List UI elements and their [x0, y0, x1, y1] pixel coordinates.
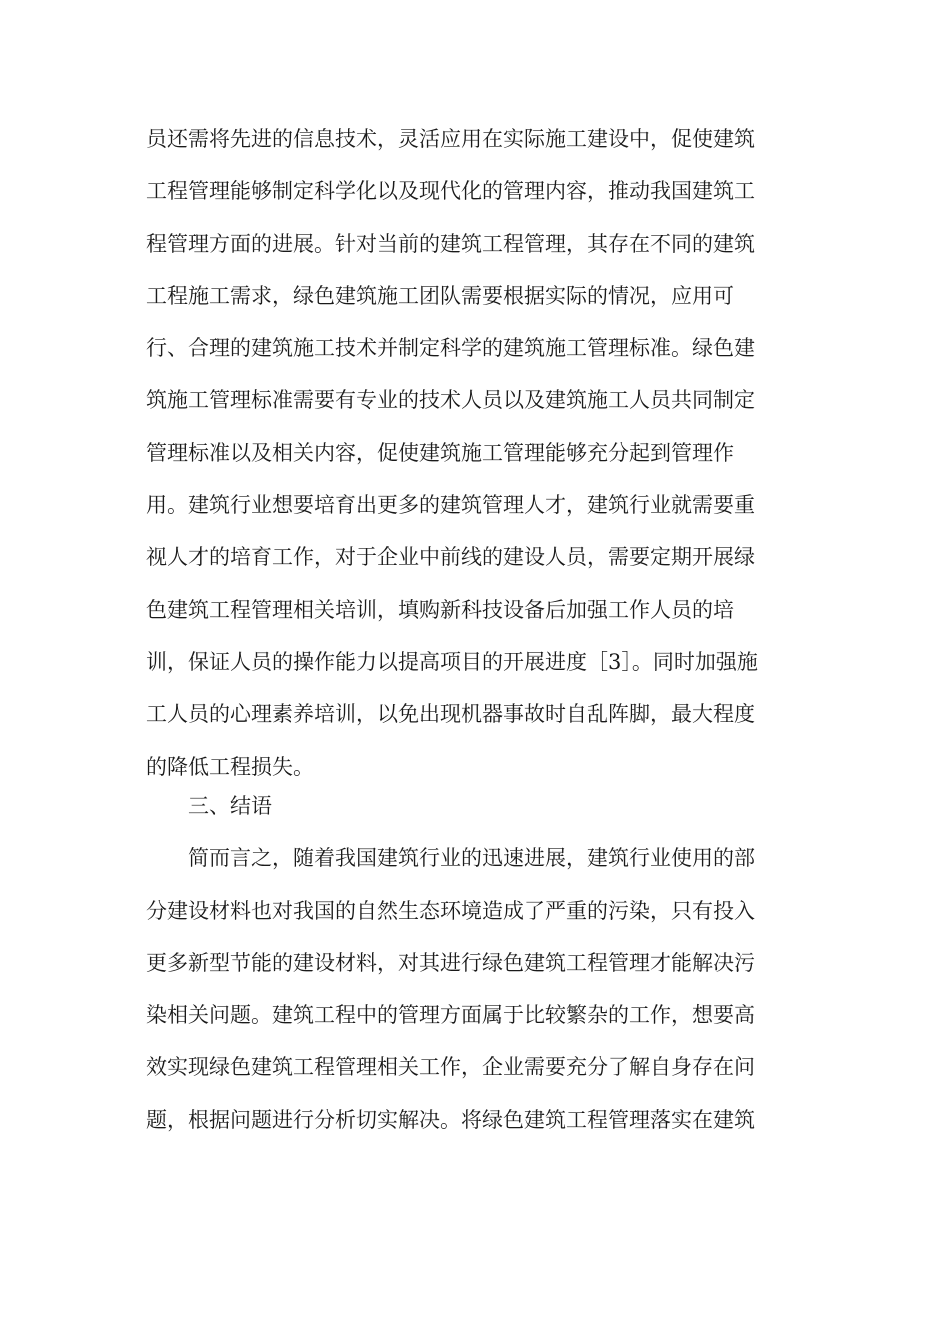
paragraph-line: 管理标准以及相关内容，促使建筑施工管理能够充分起到管理作	[146, 440, 734, 465]
paragraph-line: 程管理方面的进展。针对当前的建筑工程管理，其存在不同的建筑	[146, 231, 755, 256]
paragraph-line: 工程管理能够制定科学化以及现代化的管理内容，推动我国建筑工	[146, 179, 755, 204]
paragraph-line: 的降低工程损失。	[146, 754, 314, 779]
paragraph-line: 题，根据问题进行分析切实解决。将绿色建筑工程管理落实在建筑	[146, 1107, 755, 1132]
paragraph-line: 员还需将先进的信息技术，灵活应用在实际施工建设中，促使建筑	[146, 127, 755, 151]
section-heading: 三、结语	[188, 794, 272, 818]
paragraph-line: 色建筑工程管理相关培训，填购新科技设备后加强工作人员的培	[146, 597, 734, 622]
paragraph-line: 效实现绿色建筑工程管理相关工作，企业需要充分了解自身存在问	[146, 1055, 755, 1080]
paragraph-line: 视人才的培育工作，对于企业中前线的建设人员，需要定期开展绿	[146, 545, 755, 570]
paragraph-line: 分建设材料也对我国的自然生态环境造成了严重的污染，只有投入	[146, 898, 755, 923]
paragraph-line: 工人员的心理素养培训，以免出现机器事故时自乱阵脚，最大程度	[146, 702, 755, 727]
paragraph-line: 用。建筑行业想要培育出更多的建筑管理人才，建筑行业就需要重	[146, 493, 755, 518]
paragraph-line: 行、合理的建筑施工技术并制定科学的建筑施工管理标准。绿色建	[146, 336, 755, 361]
paragraph-line: 工程施工需求，绿色建筑施工团队需要根据实际的情况，应用可	[146, 283, 734, 308]
paragraph-line: 染相关问题。建筑工程中的管理方面属于比较繁杂的工作，想要高	[146, 1003, 755, 1028]
paragraph-line: 更多新型节能的建设材料，对其进行绿色建筑工程管理才能解决污	[146, 950, 755, 975]
continued-paragraph	[146, 113, 806, 793]
conclusion-section	[146, 780, 806, 1146]
paragraph-line: 筑施工管理标准需要有专业的技术人员以及建筑施工人员共同制定	[146, 388, 755, 413]
paragraph-line: 简而言之，随着我国建筑行业的迅速进展，建筑行业使用的部	[188, 846, 755, 871]
paragraph-line: 训，保证人员的操作能力以提高项目的开展进度［3］。同时加强施	[146, 649, 758, 674]
